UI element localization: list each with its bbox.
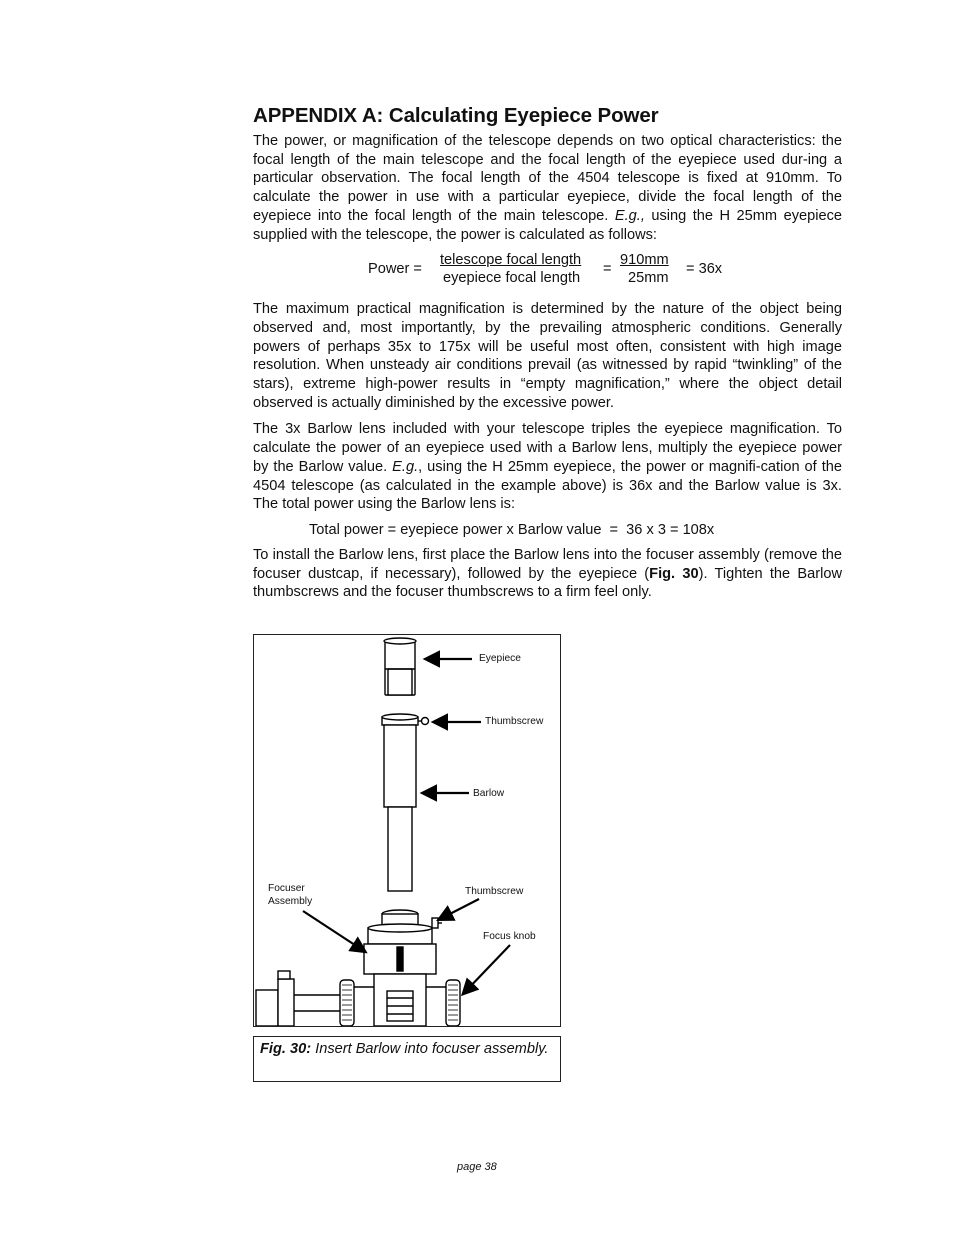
label-thumbscrew-top: Thumbscrew: [485, 716, 544, 727]
appendix-content: [253, 104, 842, 610]
formula-numerator-2: 910mm: [620, 252, 669, 269]
eg-italic-2: E.g.: [392, 458, 419, 475]
paragraph-intro-text: The power, or magnification of the telescope depends on two optical characteristics: the focal length of the main telescope and the focal length of the eyepiece used dur-ing a particular observation. The focal length of the 4504 telescope is fixed at 910mm. To calculate the power in use with a particular eyepiece, divide the focal length of the eyepiece into the focal length of the main telescope.: [253, 133, 842, 224]
page-number: page 38: [457, 1161, 497, 1173]
focuser-drawing: [256, 910, 460, 1026]
paragraph-intro-text-2: using the H 25mm eyepiece supplied with the telescope, the power is calculated as follows:: [253, 207, 842, 243]
formula-result: = 36x: [686, 261, 723, 278]
caption-figure-number: Fig. 30:: [260, 1041, 312, 1057]
paragraph-install: [253, 546, 842, 602]
barlow-assembly-drawing: [254, 635, 560, 1026]
paragraph-magnification: The maximum practical magnification is determined by the nature of the object being observed and, most importantly, by the prevailing atmospheric conditions. Generally powers of perhaps 35x to 175x will be useful most often, consistent with high image resolution. When unsteady air conditions prevail (as witnessed by rapid “twinkling” of the stars), extreme high-power results in “empty magnification,” where the object detail observed is actually diminished by the excessive power.: [253, 301, 842, 411]
label-focuser-line1: Focuser: [268, 883, 305, 894]
caption-text: Insert Barlow into focuser assembly.: [311, 1041, 549, 1057]
figure-30-illustration: [253, 634, 561, 1027]
paragraph-install-text-2: ). Tighten the Barlow thumbscrews and the focuser thumbscrews to a firm feel only.: [253, 565, 842, 601]
label-focuser-assembly: [268, 882, 312, 908]
paragraph-barlow-text-2: , using the H 25mm eyepiece, the power or magnifi-cation of the 4504 telescope (as calculated in the example above) is 36x and the Barlow value is 3x. The total power using the Barlow lens is:: [253, 458, 842, 513]
power-formula: [253, 252, 842, 288]
figure-reference: Fig. 30: [649, 565, 699, 582]
eyepiece-drawing: [384, 638, 416, 695]
formula-numerator-1: telescope focal length: [440, 252, 582, 269]
formula-power-label: Power =: [368, 261, 422, 278]
paragraph-barlow-text: The 3x Barlow lens included with your telescope triples the eyepiece magnification. To calculate the power of an eyepiece used with a Barlow lens, multiply the eyepiece power by the Barlow value.: [253, 421, 842, 475]
label-focus-knob: Focus knob: [483, 931, 536, 942]
formula-equals: =: [603, 261, 612, 278]
page-title: APPENDIX A: Calculating Eyepiece Power: [253, 104, 659, 127]
figure-caption: [253, 1036, 561, 1082]
barlow-drawing: [382, 714, 429, 891]
formula-denominator-2: 25mm: [628, 270, 669, 287]
total-power-formula: Total power = eyepiece power x Barlow value = 36 x 3 = 108x: [309, 521, 715, 538]
label-eyepiece: Eyepiece: [479, 653, 521, 664]
paragraph-install-text: To install the Barlow lens, first place the Barlow lens into the focuser assembly (remove the focuser dustcap, if necessary), followed by the eyepiece (: [253, 546, 842, 582]
label-thumbscrew-bottom: Thumbscrew: [465, 886, 524, 897]
formula-denominator-1: eyepiece focal length: [443, 270, 581, 287]
paragraph-intro: [253, 132, 842, 244]
paragraph-barlow: [253, 420, 842, 514]
label-barlow: Barlow: [473, 788, 505, 799]
label-focuser-line2: Assembly: [268, 896, 313, 907]
eg-italic: E.g.,: [614, 207, 645, 224]
